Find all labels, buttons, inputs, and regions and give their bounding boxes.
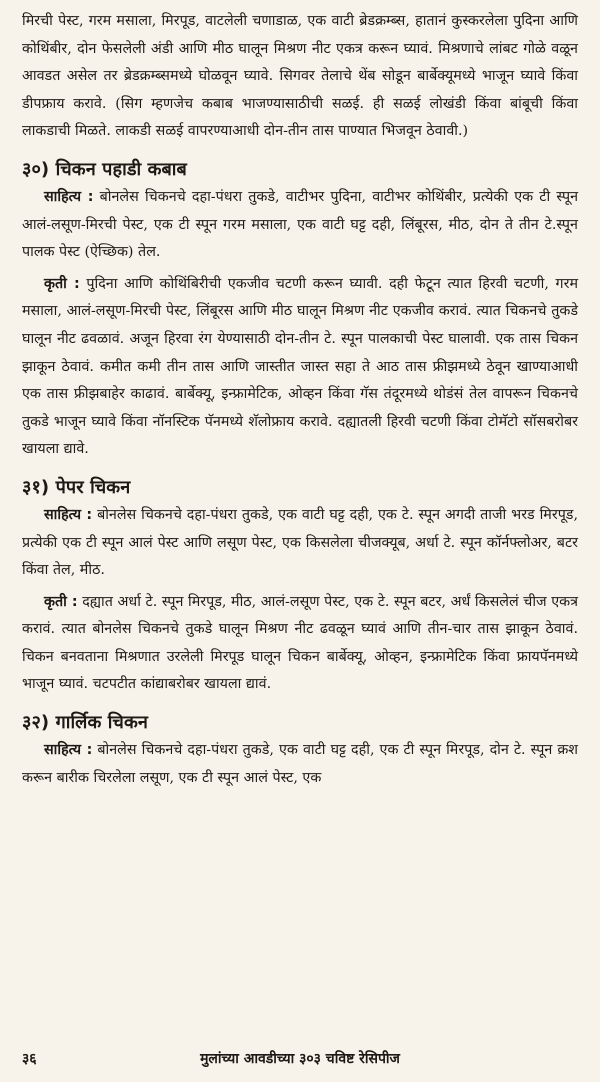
page-number: ३६ [22,1051,37,1067]
recipe-30-ingredients [22,184,578,267]
method-label: कृती : [44,593,78,610]
recipe-31-ingredients [22,502,578,585]
ingredients-label: साहित्य : [44,188,94,205]
recipe-30-title: ३०) चिकन पहाडी कबाब [22,158,187,180]
recipe-31-method [22,589,578,699]
book-title: मुलांच्या आवडीच्या ३०३ चविष्ट रेसिपीज [200,1051,400,1067]
method-label: कृती : [44,275,80,292]
method-text: दह्यात अर्धा टे. स्पून मिरपूड, मीठ, आलं-लसूण पेस्ट, एक टे. स्पून बटर, अर्धं किसलेलं चीज एकत्र करावं. त्यात बोनलेस चिकनचे तुकडे घालून मिश्रण नीट ढवळून घ्यावं आणि तीन-चार तास झाकून ठेवावं. चिकन बनवताना मिश्रणात उरलेली मिरपूड घालून चिकन बार्बेक्यू, ओव्हन, इन्फ्रामेटिक किंवा फ्रायपॅनमध्ये भाजून घ्यावं. चटपटीत कांद्याबरोबर खायला द्यावं. [22,593,579,693]
recipe-30-method [22,271,578,464]
ingredients-label: साहित्य : [44,742,93,759]
recipe-31-title: ३१) पेपर चिकन [22,476,131,498]
page-footer [22,1046,578,1072]
ingredients-text: बोनलेस चिकनचे दहा-पंधरा तुकडे, एक वाटी घट्ट दही, एक टी स्पून मिरपूड, दोन टे. स्पून क्रश करून बारीक चिरलेला लसूण, एक टी स्पून आलं पेस्ट, एक [22,742,579,786]
ingredients-text: बोनलेस चिकनचे दहा-पंधरा तुकडे, एक वाटी घट्ट दही, एक टे. स्पून अगदी ताजी भरड मिरपूड, प्रत्येकी एक टी स्पून आलं पेस्ट आणि लसूण पेस्ट, एक किसलेला चीजक्यूब, अर्धा टे. स्पून कॉर्नफ्लोअर, बटर किंवा तेल, मीठ. [22,506,579,579]
intro-paragraph: मिरची पेस्ट, गरम मसाला, मिरपूड, वाटलेली चणाडाळ, एक वाटी ब्रेडक्रम्ब्स, हातानं कुस्करलेला पुदिना आणि कोथिंबीर, दोन फेसलेली अंडी आणि मीठ घालून मिश्रण नीट एकत्र करून घ्यावं. मिश्रणाचे लांबट गोळे वळून आवडत असेल तर ब्रेडक्रम्ब्समध्ये घोळवून घ्यावे. सिगवर तेलाचे थेंब सोडून बार्बेक्यूमध्ये भाजून घ्यावे किंवा डीपफ्राय करावे. (सिग म्हणजेच कबाब भाजण्यासाठीची सळई. ही सळई लोखंडी किंवा बांबूची किंवा लाकडाची मिळते. लाकडी सळई वापरण्याआधी दोन-तीन तास पाण्यात भिजवून ठेवावी.) [22,13,578,140]
method-text: पुदिना आणि कोथिंबिरीची एकजीव चटणी करून घ्यावी. दही फेटून त्यात हिरवी चटणी, गरम मसाला, आलं-लसूण-मिरची पेस्ट, लिंबूरस आणि मीठ घालून मिश्रण नीट एकजीव करावं. त्यात चिकनचे तुकडे घालून नीट ढवळावं. अजून हिरवा रंग येण्यासाठी दोन-तीन टे. स्पून पालकाची पेस्ट घालावी. एक तास चिकन झाकून ठेवावं. कमीत कमी तीन तास आणि जास्तीत जास्त सहा ते आठ तास फ्रीझमध्ये ठेवून खाण्याआधी एक तास फ्रीझबाहेर काढावं. बार्बेक्यू, इन्फ्रामेटिक, ओव्हन किंवा गॅस तंदूरमध्ये थोडंसं तेल वापरून चिकनचे तुकडे भाजून घ्यावे किंवा नॉनस्टिक पॅनमध्ये शॅलोफ्राय करावे. दह्यातली हिरवी चटणी किंवा टोमॅटो सॉसबरोबर खायला द्यावे. [22,275,579,458]
recipe-32-title: ३२) गार्लिक चिकन [22,712,148,734]
recipe-32-ingredients [22,737,578,792]
ingredients-text: बोनलेस चिकनचे दहा-पंधरा तुकडे, वाटीभर पुदिना, वाटीभर कोथिंबीर, प्रत्येकी एक टी स्पून आलं-लसूण-मिरची पेस्ट, एक टी स्पून गरम मसाला, एक वाटी घट्ट दही, लिंबूरस, मीठ, दोन ते तीन टे.स्पून पालक पेस्ट (ऐच्छिक) तेल. [22,188,579,261]
ingredients-label: साहित्य : [44,506,93,523]
